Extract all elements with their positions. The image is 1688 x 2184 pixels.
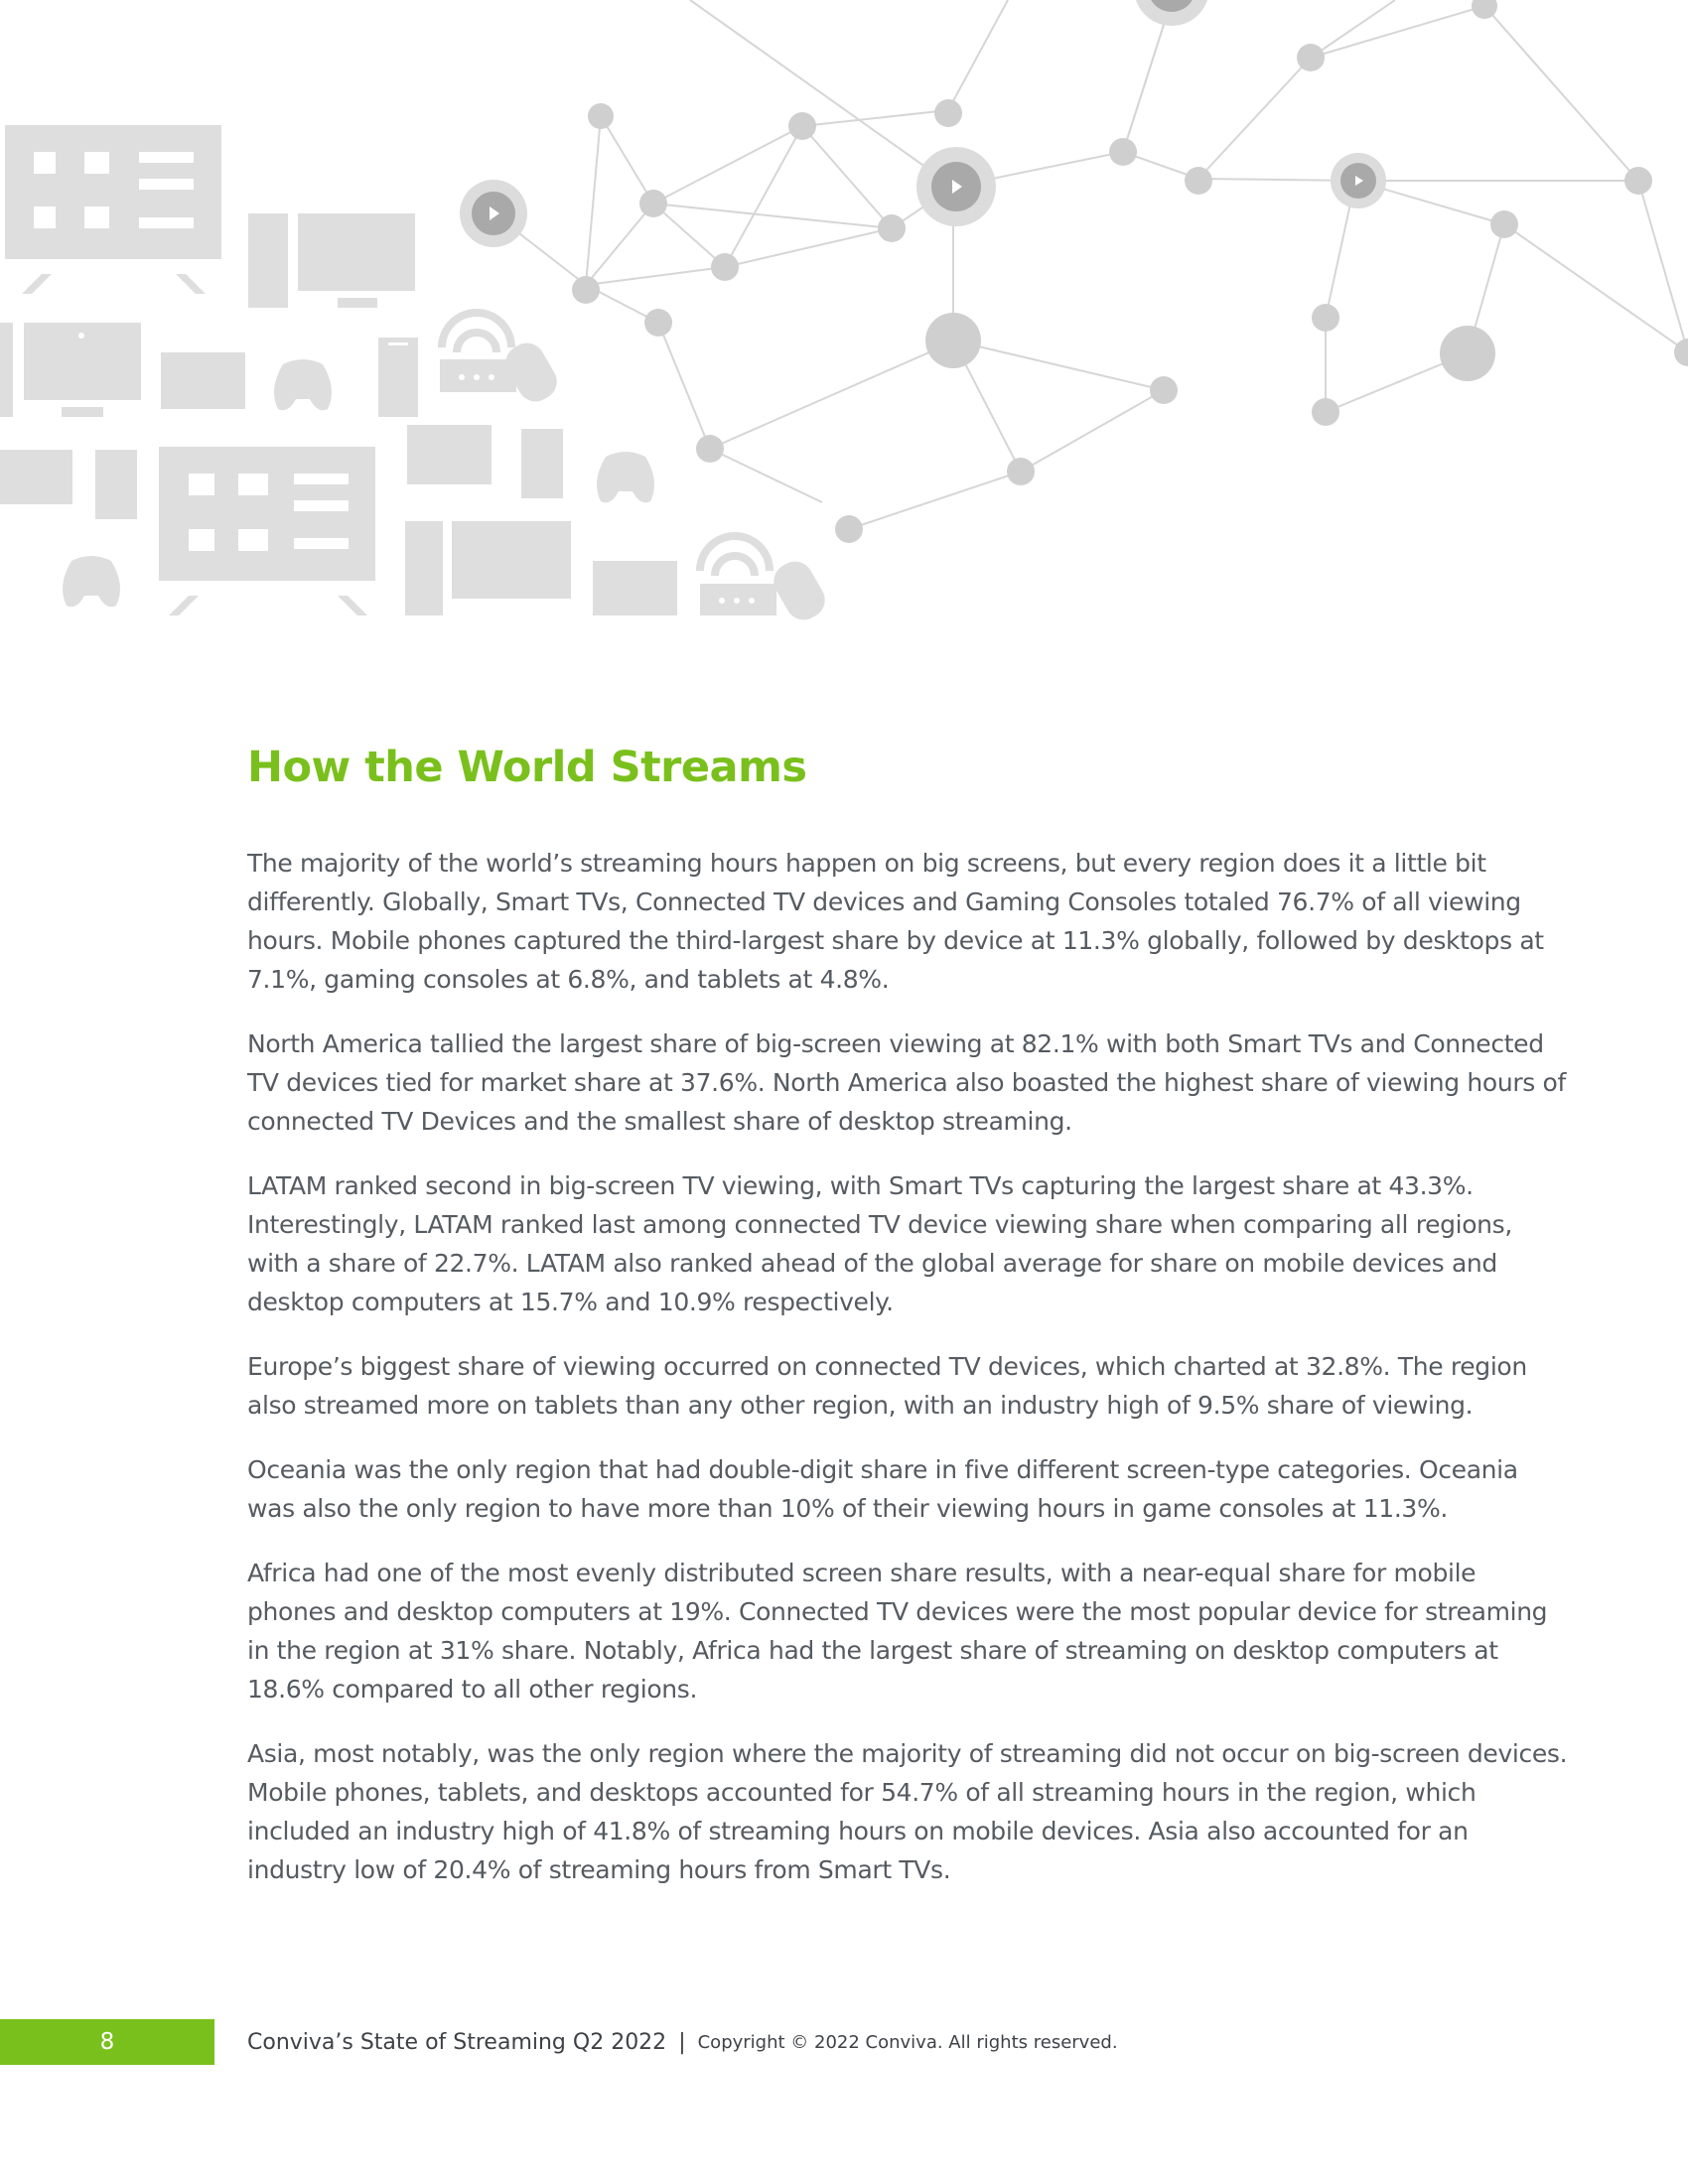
page-footer xyxy=(0,2019,1688,2065)
publication-title: Conviva’s State of Streaming Q2 2022 xyxy=(247,2029,667,2055)
paragraph-global: The majority of the world’s streaming hours happen on big screens, but every region does it a little bit differently. Globally, Smart TVs, Connected TV devices and Gaming Consoles totaled 76.7% of all viewing hours. Mobile phones captured the third-largest share by device at 11.3% globally, followed by desktops at 7.1%, gaming consoles at 6.8%, and tablets at 4.8%. xyxy=(247,849,1544,994)
tablet-icon xyxy=(161,352,245,409)
footer-separator: | xyxy=(678,2029,686,2055)
article xyxy=(247,743,1568,1915)
gamepad-icon xyxy=(597,452,654,502)
phone-icon xyxy=(95,450,137,519)
network-nodes xyxy=(572,0,1688,543)
paragraph-latam: LATAM ranked second in big-screen TV viewing, with Smart TVs capturing the largest share at 43.3%. Interestingly, LATAM ranked last among connected TV device viewing share when comparing all regions, with a share of 22.7%. LATAM also ranked ahead of the global average for share on mobile devices and desktop computers at 15.7% and 10.9% respectively. xyxy=(247,1171,1512,1316)
tablet-icon xyxy=(407,425,492,484)
play-icon xyxy=(1134,0,1209,26)
copyright-notice: Copyright © 2022 Conviva. All rights reserved. xyxy=(697,2031,1118,2053)
router-icon xyxy=(700,536,776,615)
router-icon xyxy=(440,313,516,392)
play-icon xyxy=(916,147,996,226)
header-illustration xyxy=(0,0,1688,635)
page-number: 8 xyxy=(0,2019,214,2065)
play-icon xyxy=(460,180,527,247)
paragraph-oceania: Oceania was the only region that had double-digit share in five different screen-type categories. Oceania was also the only region to have more than 10% of their viewing hours in game consoles at 11.3%. xyxy=(247,1455,1518,1523)
monitor-icon xyxy=(248,213,415,308)
paragraph-europe: Europe’s biggest share of viewing occurred on connected TV devices, which charted at 32.8%. The region also streamed more on tablets than any other region, with an industry high of 9.5% share of viewing. xyxy=(247,1352,1527,1420)
tv-icon xyxy=(5,125,221,294)
paragraph-north-america: North America tallied the largest share of big-screen viewing at 82.1% with both Smart TVs and Connected TV devices tied for market share at 37.6%. North America also boasted the highest share of viewing hours of connected TV Devices and the smallest share of desktop streaming. xyxy=(247,1029,1566,1136)
gamepad-icon xyxy=(274,359,332,410)
gamepad-icon xyxy=(63,556,120,607)
monitor-icon xyxy=(0,323,141,417)
monitor-icon xyxy=(405,521,571,615)
phone-icon xyxy=(521,429,563,498)
paragraph-africa: Africa had one of the most evenly distributed screen share results, with a near-equal share for mobile phones and desktop computers at 19%. Connected TV devices were the most popular device for streaming in the region at 31% share. Notably, Africa had the largest share of streaming on desktop computers at 18.6% compared to all other regions. xyxy=(247,1559,1548,1704)
phone-icon xyxy=(378,338,418,417)
page-title: How the World Streams xyxy=(247,743,807,792)
tv-icon xyxy=(159,447,375,615)
tablet-icon xyxy=(593,561,677,615)
network-graph xyxy=(493,0,1688,529)
paragraph-asia: Asia, most notably, was the only region where the majority of streaming did not occur on big-screen devices. Mobile phones, tablets, and desktops accounted for 54.7% of all streaming hours in the region, which included an industry high of 41.8% of streaming hours on mobile devices. Asia also accounted for an industry low of 20.4% of streaming hours from Smart TVs. xyxy=(247,1739,1568,1884)
remote-icon xyxy=(768,555,832,626)
monitor-icon xyxy=(0,450,72,504)
play-icon xyxy=(1331,153,1386,208)
footer-text xyxy=(247,2019,1118,2065)
